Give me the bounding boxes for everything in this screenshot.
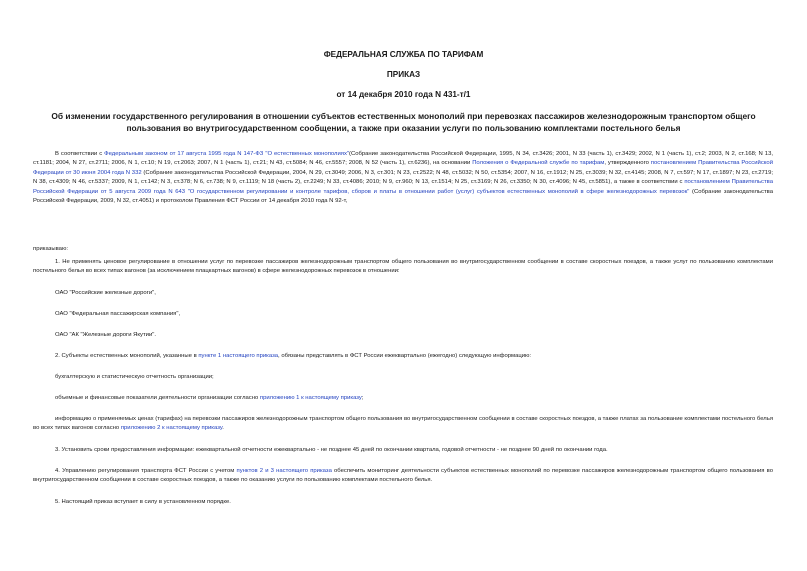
link-fst-regulation[interactable]: Положения о Федеральной службе по тарифам bbox=[472, 160, 605, 167]
link-federal-law[interactable]: Федеральным законом от 17 августа 1995 года N 147-ФЗ "О естественных монополиях" bbox=[104, 151, 349, 157]
item-2 bbox=[33, 352, 773, 361]
link-appendix-2[interactable]: приложению 2 к настоящему приказу bbox=[120, 425, 223, 432]
item-2-text: , обязаны представлять в ФСТ России ежеквартально (ежегодно) следующую информацию: bbox=[278, 353, 532, 359]
item-2-text: 2. Субъекты естественных монополий, указанные в bbox=[55, 353, 199, 359]
agency-name: ФЕДЕРАЛЬНАЯ СЛУЖБА ПО ТАРИФАМ bbox=[323, 50, 484, 59]
info-prices-text: информацию о применяемых ценах (тарифах) на перевозки пассажиров железнодорожным транспортом общего пользования во внутригосударственном сообщении в составе скоростных поездов, а также платах за пользование комплектами постельного белья во всех типах вагонов согласно bbox=[33, 416, 774, 432]
preamble-text: , утвержденного bbox=[604, 160, 651, 167]
item-4 bbox=[33, 467, 773, 486]
link-government-decree-332[interactable]: постановлением Правительства Российской Федерации от 30 июня 2004 года N 332 bbox=[33, 160, 773, 176]
document-date: от 14 декабря 2010 года N 431-т/1 bbox=[336, 90, 471, 99]
org-rzd: ОАО "Российские железные дороги", bbox=[55, 290, 156, 296]
preamble-text: (Собрание законодательства Российской Федерации, 2009, N 32, ст.4051) и протоколом Правления ФСТ России от 14 декабря 2010 года N 92-т, bbox=[33, 188, 773, 205]
item-4-text: 4. Управлению регулирования транспорта ФСТ России с учетом bbox=[55, 468, 237, 474]
link-item-1[interactable]: пункте 1 настоящего приказа bbox=[198, 353, 279, 359]
order-word: приказываю: bbox=[33, 246, 69, 252]
preamble-text: (Собрание законодательства Российской Федерации, 2004, N 29, ст.3049; 2006, N 3, ст.301; N 23, ст.2522; N 48, ст.5032; N 50, ст.5354; 2007, N 16, ст.1912; N 25, ст.3039; N 32, ст.4145; 2008, N 7, ст.597; N 17, ст.1897; N 23, ст.2719; N 38, ст.4309; N 46, ст.5337; 2009, N 1, ст.142; N 3, ст.378; N 6, ст.738; N 9, ст.1119; N 18 (часть 2), ст.2249; N 33, ст.4086; 2010; N 9, ст.960; N 13, ст.1514; N 25, ст.3169; N 26, ст.3350; N 30, ст.4096; N 45, ст.5851), а также в соответствии с bbox=[33, 169, 773, 186]
link-items-2-3[interactable]: пунктов 2 и 3 настоящего приказа bbox=[236, 468, 332, 474]
preamble-text: (Собрание законодательства Российской Федерации, 1995, N 34, ст.3426; 2001, N 33 (часть 1), ст.3429; 2002, N 1 (часть 1), ст.2; 2003, N 2, ст.168; N 13, ст.1181; 2004, N 27, ст.2711; 2006, N 1, ст.10; N 19, ст.2063; 2007, N 1 (часть 1), ст.21; N 43, ст.5084; N 46, ст.5557; 2008, N 52 (часть 1), ст.6236), на основании bbox=[33, 151, 773, 167]
link-appendix-1[interactable]: приложению 1 к настоящему приказу bbox=[259, 395, 362, 401]
info-prices-text: . bbox=[222, 425, 224, 432]
info-indicators bbox=[33, 394, 773, 403]
info-accounting: бухгалтерскую и статистическую отчетность организации; bbox=[55, 374, 214, 380]
org-fpk: ОАО "Федеральная пассажирская компания", bbox=[55, 311, 181, 317]
preamble-text: В соответствии с bbox=[55, 151, 105, 157]
item-3: 3. Установить сроки предоставления информации: ежеквартальной отчетности ежеквартально - не позднее 45 дней по окончании квартала, годовой отчетности - не позднее 90 дней по окончании года. bbox=[55, 447, 608, 453]
info-indicators-text: объемные и финансовые показатели деятельности организации согласно bbox=[55, 395, 260, 401]
info-prices bbox=[33, 415, 773, 434]
document-title: Об изменении государственного регулирования в отношении субъектов естественных монополий при перевозках пассажиров железнодорожным транспортом общего пользования во внутригосударственном сообщении, а также при оказании услуги по пользованию комплектами постельного белья bbox=[51, 111, 756, 133]
org-yakutia: ОАО "АК "Железные дороги Якутии". bbox=[55, 332, 156, 338]
document-type: ПРИКАЗ bbox=[386, 70, 421, 79]
item-4-text: обеспечить мониторинг деятельности субъектов естественных монополий по перевозке пассажиров железнодорожным транспортом общего пользования во внутригосударственном сообщении в составе скоростных поездов, а также по оказанию услуги по пользованию комплектами постельного белья. bbox=[33, 468, 774, 484]
item-1: 1. Не применять ценовое регулирование в отношении услуг по перевозке пассажиров железнодорожным транспортом общего пользования во внутригосударственном сообщении в составе скоростных поездов, а также услуг по пользованию комплектами постельного белья во всех типах вагонов (за исключением плацкартных вагонов) в сфере железнодорожных перевозок в отношении: bbox=[33, 259, 773, 275]
item-5: 5. Настоящий приказ вступает в силу в установленном порядке. bbox=[55, 499, 231, 505]
link-government-decree-643[interactable]: постановлением Правительства Российской Федерации от 5 августа 2009 года N 643 "О государственном регулировании и контроле тарифов, сборов и платы в отношении работ (услуг) субъектов естественных монополий в сфере железнодорожных перевозок" bbox=[33, 179, 773, 195]
info-indicators-text: ; bbox=[361, 395, 364, 401]
preamble-paragraph bbox=[33, 150, 773, 206]
